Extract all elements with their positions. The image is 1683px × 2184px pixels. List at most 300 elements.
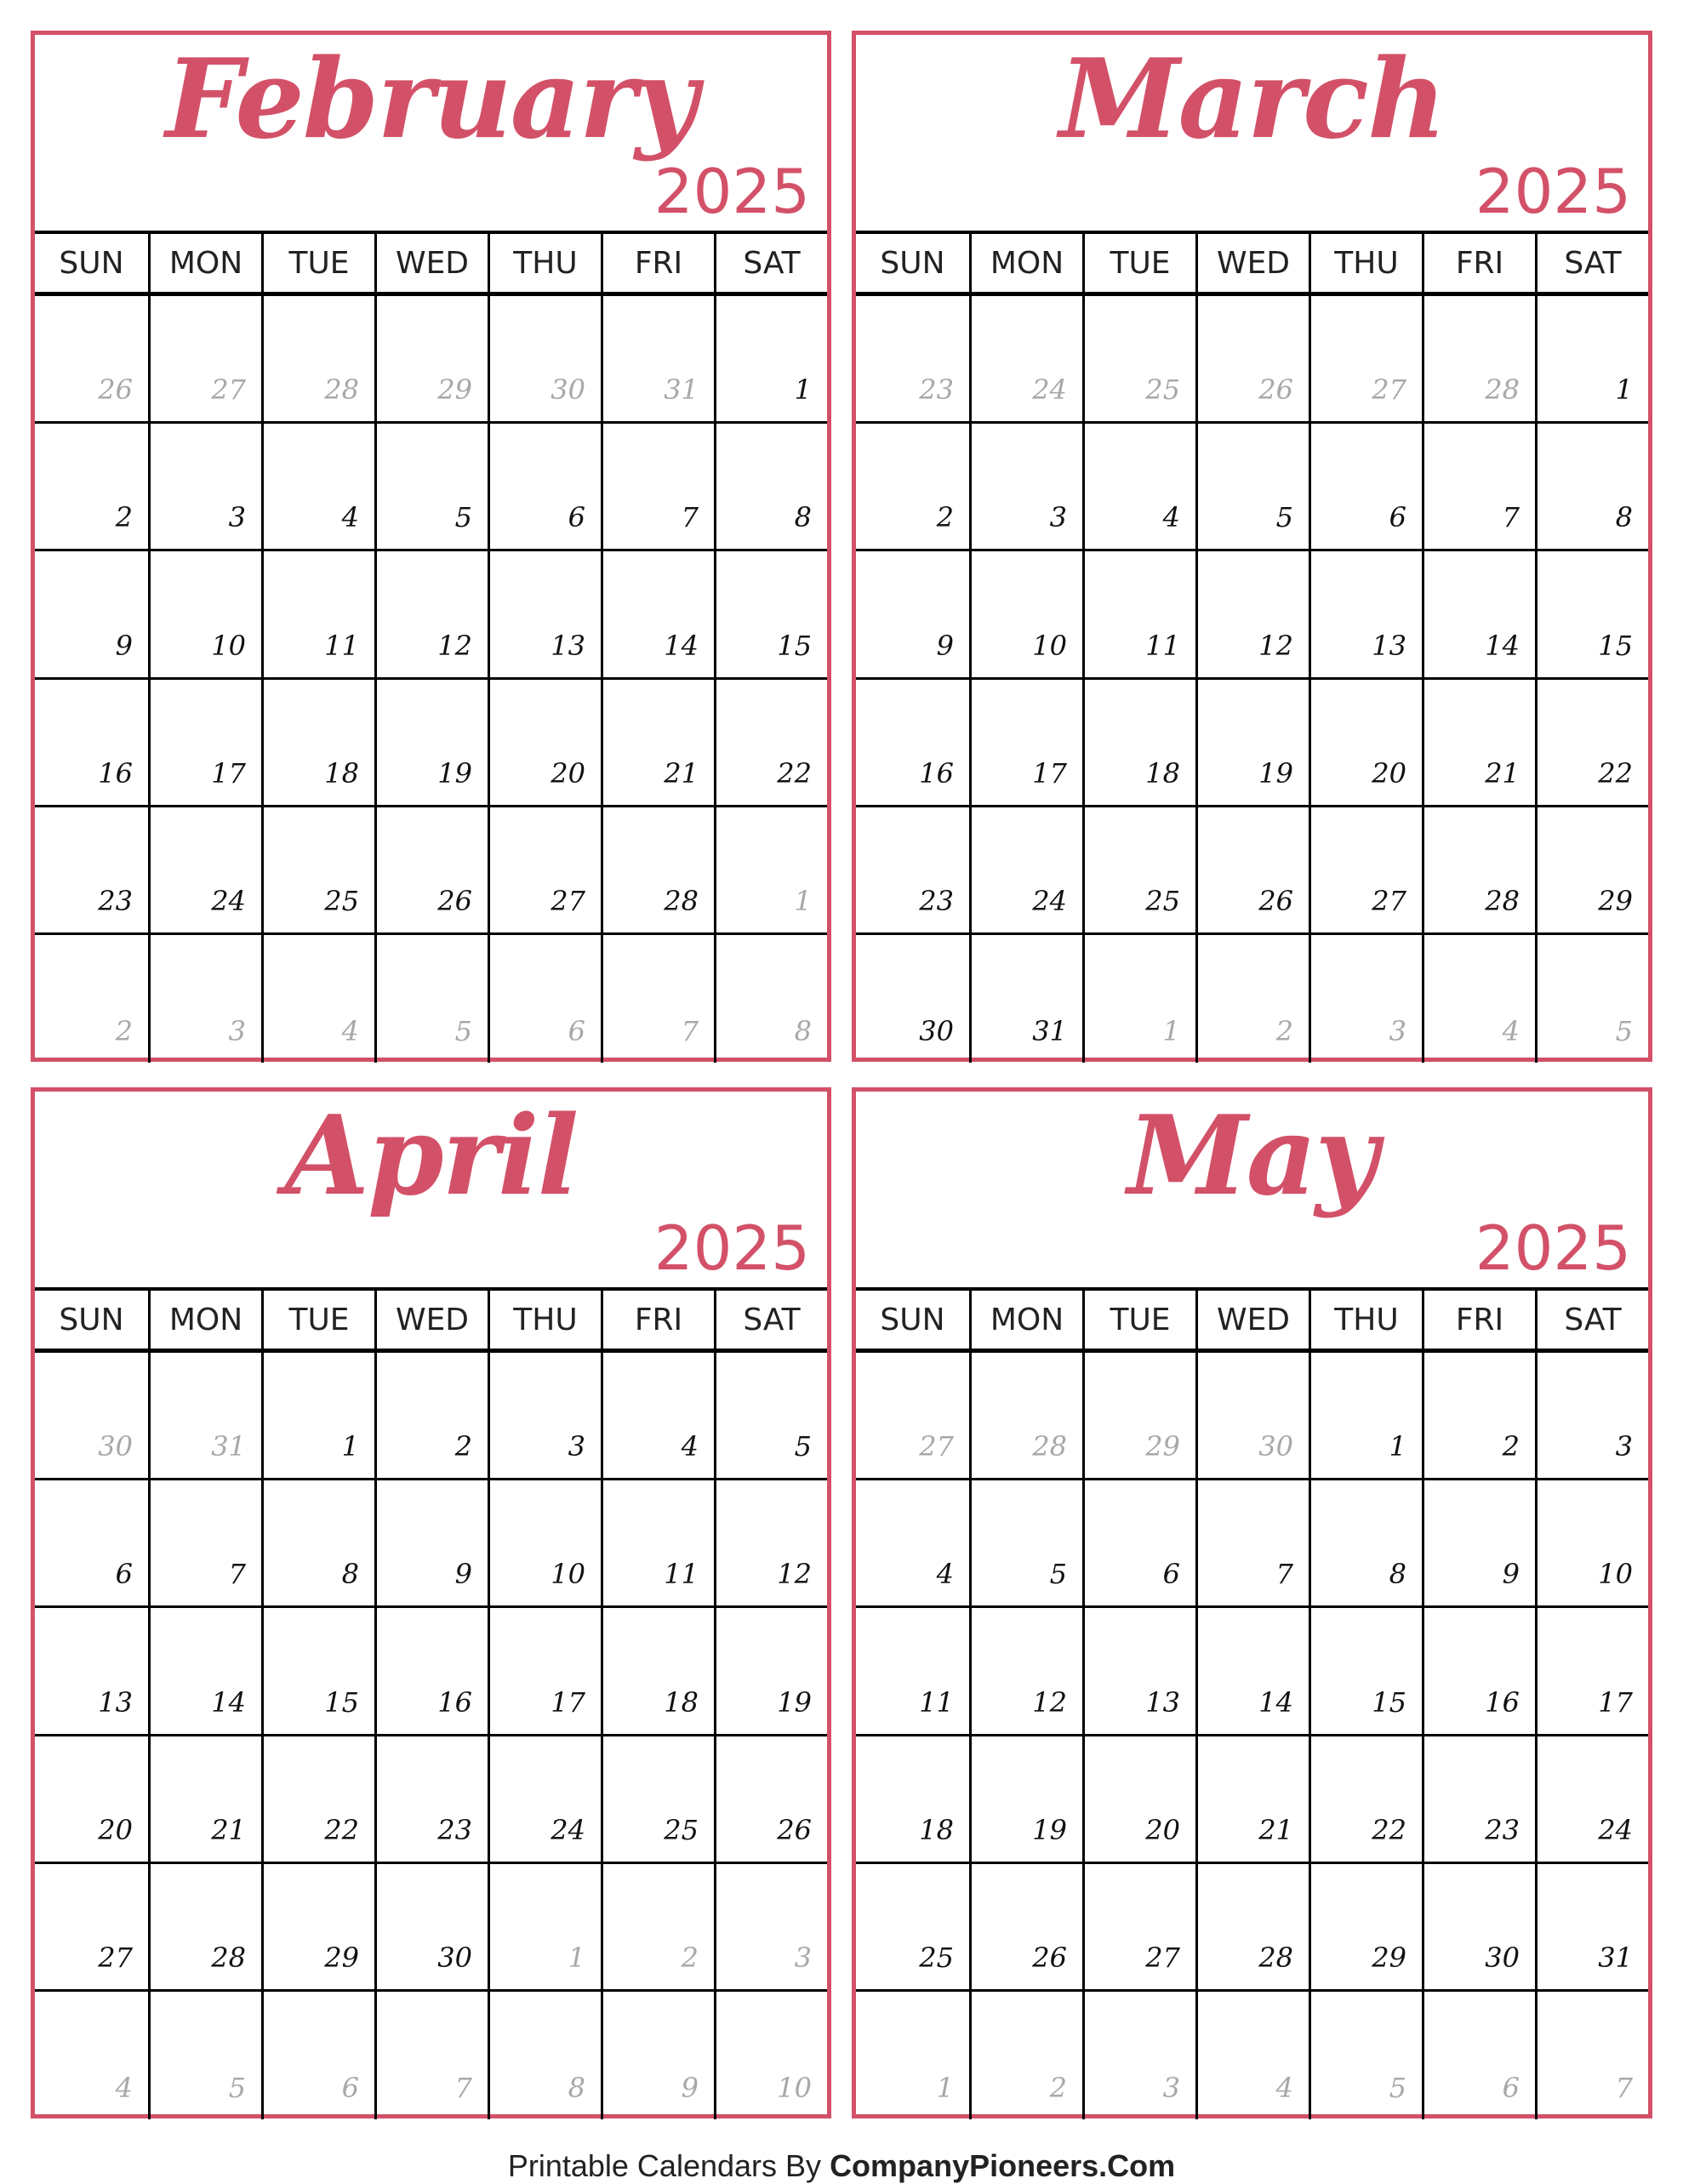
day-cell xyxy=(601,296,714,424)
day-number: 28 xyxy=(211,1941,246,1974)
day-cell xyxy=(714,1992,827,2119)
day-number: 7 xyxy=(228,1558,246,1591)
day-number: 9 xyxy=(115,629,133,662)
day-cell xyxy=(374,807,488,935)
day-cell xyxy=(1082,1353,1195,1480)
day-cell xyxy=(1422,1864,1535,1992)
day-number: 1 xyxy=(794,374,812,407)
day-number: 7 xyxy=(1275,1558,1293,1591)
day-number: 29 xyxy=(1372,1941,1406,1974)
adjacent-month-day-number: 6 xyxy=(341,2072,359,2104)
day-number: 19 xyxy=(1032,1813,1067,1846)
adjacent-month-day-number: 28 xyxy=(1032,1430,1067,1463)
day-cell xyxy=(1535,1992,1648,2119)
adjacent-month-day-number: 9 xyxy=(681,2072,699,2104)
day-cell xyxy=(1535,935,1648,1063)
adjacent-month-day-number: 28 xyxy=(324,374,359,407)
adjacent-month-day-number: 1 xyxy=(1162,1015,1180,1047)
day-cell xyxy=(261,424,374,551)
day-number: 24 xyxy=(551,1813,585,1846)
day-number: 25 xyxy=(919,1941,954,1974)
day-number: 22 xyxy=(1598,756,1633,790)
day-number: 13 xyxy=(1372,629,1406,662)
day-cell xyxy=(714,424,827,551)
day-number: 2 xyxy=(454,1430,472,1463)
weekday-label: WED xyxy=(374,234,488,292)
weekday-header-row xyxy=(35,234,827,296)
weekday-label: SUN xyxy=(59,245,124,281)
day-number: 18 xyxy=(1145,756,1180,790)
day-number: 30 xyxy=(437,1941,472,1974)
day-cell xyxy=(1535,680,1648,807)
day-number: 11 xyxy=(1145,629,1180,662)
day-cell xyxy=(488,1353,601,1480)
day-number: 23 xyxy=(437,1813,472,1846)
day-cell xyxy=(1082,1480,1195,1608)
footer-credit xyxy=(0,2148,1683,2184)
adjacent-month-day-number: 1 xyxy=(568,1941,585,1974)
calendar-header xyxy=(856,35,1648,234)
day-cell xyxy=(488,1992,601,2119)
day-cell xyxy=(856,1608,969,1736)
day-number: 4 xyxy=(1162,501,1180,534)
day-cell xyxy=(488,551,601,679)
day-number: 8 xyxy=(341,1558,359,1591)
day-number: 1 xyxy=(1389,1430,1406,1463)
day-cell xyxy=(1195,1480,1309,1608)
day-cell xyxy=(1535,1480,1648,1608)
day-cell xyxy=(35,680,148,807)
day-cell xyxy=(856,551,969,679)
day-cell xyxy=(374,1353,488,1480)
day-cell xyxy=(856,296,969,424)
adjacent-month-day-number: 30 xyxy=(1258,1430,1293,1463)
day-cell xyxy=(1082,935,1195,1063)
day-number: 16 xyxy=(919,756,954,790)
day-cell xyxy=(1195,1608,1309,1736)
weekday-label: TUE xyxy=(1082,1291,1195,1349)
weekday-header-row xyxy=(35,1291,827,1353)
day-number: 12 xyxy=(1032,1685,1067,1719)
day-cell xyxy=(261,1992,374,2119)
day-cell xyxy=(969,1992,1082,2119)
day-cell xyxy=(1422,1736,1535,1864)
day-number: 10 xyxy=(1598,1558,1633,1591)
day-cell xyxy=(1422,551,1535,679)
day-number: 5 xyxy=(1275,501,1293,534)
day-cell xyxy=(1309,680,1422,807)
day-cell xyxy=(35,935,148,1063)
adjacent-month-day-number: 2 xyxy=(681,1941,699,1974)
calendar-header xyxy=(856,1092,1648,1291)
day-number: 20 xyxy=(1145,1813,1180,1846)
day-cell xyxy=(374,424,488,551)
weekday-label: WED xyxy=(1195,1291,1309,1349)
day-number: 2 xyxy=(115,501,133,534)
day-number: 6 xyxy=(1162,1558,1180,1591)
day-number: 20 xyxy=(98,1813,133,1846)
adjacent-month-day-number: 5 xyxy=(228,2072,246,2104)
adjacent-month-day-number: 7 xyxy=(454,2072,472,2104)
day-number: 17 xyxy=(1598,1685,1633,1719)
day-cell xyxy=(148,1992,261,2119)
footer-prefix: Printable Calendars By xyxy=(507,2148,822,2183)
day-cell xyxy=(148,1864,261,1992)
day-cell xyxy=(1082,296,1195,424)
adjacent-month-day-number: 26 xyxy=(98,374,133,407)
day-number: 27 xyxy=(98,1941,133,1974)
day-cell xyxy=(969,296,1082,424)
day-number: 19 xyxy=(777,1685,812,1719)
day-number: 6 xyxy=(115,1558,133,1591)
adjacent-month-day-number: 30 xyxy=(551,374,585,407)
day-cell xyxy=(1422,680,1535,807)
adjacent-month-day-number: 2 xyxy=(115,1015,133,1047)
day-cell xyxy=(969,1608,1082,1736)
day-cell xyxy=(1195,1736,1309,1864)
day-cell xyxy=(714,680,827,807)
day-number: 4 xyxy=(681,1430,699,1463)
adjacent-month-day-number: 3 xyxy=(794,1941,812,1974)
day-cell xyxy=(714,935,827,1063)
adjacent-month-day-number: 23 xyxy=(919,374,954,407)
day-cell xyxy=(148,296,261,424)
day-cell xyxy=(601,1736,714,1864)
day-number: 27 xyxy=(1145,1941,1180,1974)
day-cell xyxy=(1309,1736,1422,1864)
day-cell xyxy=(969,424,1082,551)
day-cell xyxy=(1422,807,1535,935)
day-number: 15 xyxy=(324,1685,359,1719)
day-cell xyxy=(35,807,148,935)
adjacent-month-day-number: 31 xyxy=(664,374,699,407)
day-number: 8 xyxy=(1615,501,1633,534)
weekday-label: FRI xyxy=(1422,1291,1535,1349)
day-cell xyxy=(714,1736,827,1864)
day-cell xyxy=(1309,1480,1422,1608)
day-cell xyxy=(374,1864,488,1992)
day-number: 17 xyxy=(211,756,246,790)
day-number: 12 xyxy=(777,1558,812,1591)
day-cell xyxy=(1195,424,1309,551)
weekday-header-row xyxy=(856,1291,1648,1353)
day-cell xyxy=(374,935,488,1063)
day-number: 20 xyxy=(1372,756,1406,790)
day-cell xyxy=(969,1480,1082,1608)
day-number: 26 xyxy=(1258,884,1293,917)
day-number: 30 xyxy=(1485,1941,1520,1974)
day-cell xyxy=(969,935,1082,1063)
weekday-label: MON xyxy=(969,234,1082,292)
day-cell xyxy=(1082,551,1195,679)
day-cell xyxy=(969,1864,1082,1992)
weekday-label: SAT xyxy=(1535,234,1648,292)
day-cell xyxy=(856,1480,969,1608)
day-cell xyxy=(601,1864,714,1992)
weekday-label: SUN xyxy=(59,1302,124,1337)
day-cell xyxy=(856,424,969,551)
year-label: 2025 xyxy=(1475,156,1631,227)
day-number: 22 xyxy=(777,756,812,790)
day-number: 13 xyxy=(551,629,585,662)
day-number: 15 xyxy=(777,629,812,662)
day-cell xyxy=(261,551,374,679)
day-number: 7 xyxy=(1502,501,1520,534)
day-cell xyxy=(1422,935,1535,1063)
day-cell xyxy=(856,1353,969,1480)
weekday-label: FRI xyxy=(601,1291,714,1349)
day-number: 21 xyxy=(664,756,699,790)
day-cell xyxy=(714,1353,827,1480)
day-number: 6 xyxy=(568,501,585,534)
day-cell xyxy=(714,296,827,424)
day-number: 5 xyxy=(454,501,472,534)
day-number: 8 xyxy=(1389,1558,1406,1591)
day-cell xyxy=(488,680,601,807)
month-title: March xyxy=(1058,36,1446,163)
day-number: 28 xyxy=(1485,884,1520,917)
day-number: 1 xyxy=(341,1430,359,1463)
day-cell xyxy=(261,807,374,935)
day-cell xyxy=(601,1353,714,1480)
day-cell xyxy=(856,1736,969,1864)
day-number: 19 xyxy=(1258,756,1293,790)
day-number: 28 xyxy=(1258,1941,1293,1974)
day-number: 14 xyxy=(1258,1685,1293,1719)
day-number: 3 xyxy=(228,501,246,534)
day-cell xyxy=(1535,424,1648,551)
day-number: 4 xyxy=(936,1558,954,1591)
day-number: 18 xyxy=(919,1813,954,1846)
day-grid xyxy=(35,296,827,1063)
day-cell xyxy=(374,1736,488,1864)
adjacent-month-day-number: 1 xyxy=(794,884,812,917)
day-number: 23 xyxy=(919,884,954,917)
day-grid xyxy=(856,296,1648,1063)
day-number: 21 xyxy=(211,1813,246,1846)
day-number: 29 xyxy=(324,1941,359,1974)
day-cell xyxy=(1535,807,1648,935)
day-cell xyxy=(714,1608,827,1736)
day-cell xyxy=(1535,296,1648,424)
day-cell xyxy=(488,935,601,1063)
day-cell xyxy=(148,680,261,807)
weekday-label: MON xyxy=(148,1291,261,1349)
adjacent-month-day-number: 2 xyxy=(1049,2072,1067,2104)
day-number: 31 xyxy=(1598,1941,1633,1974)
day-number: 3 xyxy=(568,1430,585,1463)
day-number: 17 xyxy=(1032,756,1067,790)
day-number: 23 xyxy=(98,884,133,917)
day-cell xyxy=(1309,1992,1422,2119)
day-cell xyxy=(969,551,1082,679)
weekday-label: THU xyxy=(1309,234,1422,292)
day-cell xyxy=(148,1353,261,1480)
day-cell xyxy=(601,807,714,935)
day-cell xyxy=(1082,1992,1195,2119)
adjacent-month-day-number: 3 xyxy=(228,1015,246,1047)
day-number: 25 xyxy=(1145,884,1180,917)
weekday-label: THU xyxy=(1309,1291,1422,1349)
day-cell xyxy=(35,1353,148,1480)
day-number: 26 xyxy=(777,1813,812,1846)
day-number: 21 xyxy=(1485,756,1520,790)
adjacent-month-day-number: 1 xyxy=(936,2072,954,2104)
weekday-label: FRI xyxy=(601,234,714,292)
day-grid xyxy=(35,1353,827,2119)
day-number: 30 xyxy=(919,1015,954,1047)
weekday-label: SUN xyxy=(880,245,945,281)
day-cell xyxy=(261,680,374,807)
day-number: 12 xyxy=(1258,629,1293,662)
day-number: 13 xyxy=(1145,1685,1180,1719)
day-cell xyxy=(856,807,969,935)
day-cell xyxy=(1309,296,1422,424)
day-cell xyxy=(488,296,601,424)
day-number: 14 xyxy=(664,629,699,662)
day-cell xyxy=(1309,807,1422,935)
weekday-label: SAT xyxy=(1535,1291,1648,1349)
day-cell xyxy=(714,551,827,679)
day-number: 31 xyxy=(1032,1015,1067,1047)
day-number: 26 xyxy=(1032,1941,1067,1974)
day-cell xyxy=(1309,1864,1422,1992)
day-cell xyxy=(601,424,714,551)
adjacent-month-day-number: 7 xyxy=(1615,2072,1633,2104)
adjacent-month-day-number: 10 xyxy=(777,2072,812,2104)
day-number: 14 xyxy=(1485,629,1520,662)
day-cell xyxy=(1082,680,1195,807)
day-cell xyxy=(488,807,601,935)
day-cell xyxy=(35,424,148,551)
year-label: 2025 xyxy=(1475,1212,1631,1284)
day-number: 12 xyxy=(437,629,472,662)
day-cell xyxy=(856,1992,969,2119)
day-cell xyxy=(1535,1736,1648,1864)
day-cell xyxy=(1309,1608,1422,1736)
weekday-label: TUE xyxy=(1082,234,1195,292)
day-number: 11 xyxy=(919,1685,954,1719)
day-cell xyxy=(714,1864,827,1992)
day-number: 2 xyxy=(1502,1430,1520,1463)
day-cell xyxy=(1422,296,1535,424)
day-cell xyxy=(148,424,261,551)
adjacent-month-day-number: 5 xyxy=(1389,2072,1406,2104)
day-cell xyxy=(1082,807,1195,935)
adjacent-month-day-number: 3 xyxy=(1389,1015,1406,1047)
day-cell xyxy=(374,1992,488,2119)
day-number: 26 xyxy=(437,884,472,917)
day-cell xyxy=(714,807,827,935)
adjacent-month-day-number: 4 xyxy=(341,1015,359,1047)
adjacent-month-day-number: 6 xyxy=(1502,2072,1520,2104)
calendar-may xyxy=(852,1087,1652,2118)
day-cell xyxy=(374,551,488,679)
day-cell xyxy=(1082,424,1195,551)
adjacent-month-day-number: 30 xyxy=(98,1430,133,1463)
day-cell xyxy=(601,1480,714,1608)
day-cell xyxy=(601,680,714,807)
day-cell xyxy=(1422,1608,1535,1736)
day-cell xyxy=(35,1608,148,1736)
day-cell xyxy=(601,935,714,1063)
weekday-label: SUN xyxy=(880,1302,945,1337)
day-cell xyxy=(1309,935,1422,1063)
day-number: 8 xyxy=(794,501,812,534)
adjacent-month-day-number: 8 xyxy=(568,2072,585,2104)
weekday-label: THU xyxy=(488,1291,601,1349)
day-cell xyxy=(374,296,488,424)
day-number: 3 xyxy=(1049,501,1067,534)
day-cell xyxy=(488,1864,601,1992)
day-cell xyxy=(1195,807,1309,935)
day-grid xyxy=(856,1353,1648,2119)
weekday-label: THU xyxy=(488,234,601,292)
day-number: 25 xyxy=(664,1813,699,1846)
day-cell xyxy=(148,935,261,1063)
day-number: 18 xyxy=(324,756,359,790)
day-cell xyxy=(148,1608,261,1736)
adjacent-month-day-number: 3 xyxy=(1162,2072,1180,2104)
day-cell xyxy=(1082,1864,1195,1992)
day-cell xyxy=(1195,680,1309,807)
day-cell xyxy=(1195,551,1309,679)
day-number: 15 xyxy=(1598,629,1633,662)
day-number: 11 xyxy=(324,629,359,662)
day-cell xyxy=(1422,1992,1535,2119)
month-title: February xyxy=(165,36,697,163)
day-number: 7 xyxy=(681,501,699,534)
day-cell xyxy=(1082,1736,1195,1864)
day-number: 25 xyxy=(324,884,359,917)
day-cell xyxy=(1422,1353,1535,1480)
day-cell xyxy=(856,680,969,807)
day-number: 24 xyxy=(211,884,246,917)
day-cell xyxy=(1422,424,1535,551)
day-number: 10 xyxy=(551,1558,585,1591)
weekday-label: WED xyxy=(1195,234,1309,292)
day-cell xyxy=(261,1736,374,1864)
adjacent-month-day-number: 27 xyxy=(1372,374,1406,407)
day-cell xyxy=(969,1736,1082,1864)
adjacent-month-day-number: 5 xyxy=(454,1015,472,1047)
day-cell xyxy=(261,1353,374,1480)
day-cell xyxy=(35,1736,148,1864)
day-number: 9 xyxy=(936,629,954,662)
calendar-april xyxy=(31,1087,831,2118)
day-number: 27 xyxy=(1372,884,1406,917)
day-number: 24 xyxy=(1598,1813,1633,1846)
day-cell xyxy=(856,935,969,1063)
day-cell xyxy=(969,1353,1082,1480)
footer-brand: CompanyPioneers.Com xyxy=(830,2148,1176,2183)
weekday-label: FRI xyxy=(1422,234,1535,292)
calendar-header xyxy=(35,35,827,234)
adjacent-month-day-number: 26 xyxy=(1258,374,1293,407)
day-cell xyxy=(714,1480,827,1608)
day-cell xyxy=(601,551,714,679)
adjacent-month-day-number: 8 xyxy=(794,1015,812,1047)
day-number: 16 xyxy=(98,756,133,790)
day-cell xyxy=(1082,1608,1195,1736)
day-cell xyxy=(374,1480,488,1608)
day-cell xyxy=(1535,551,1648,679)
day-cell xyxy=(1195,296,1309,424)
weekday-label: TUE xyxy=(261,1291,374,1349)
day-cell xyxy=(969,807,1082,935)
day-cell xyxy=(488,1736,601,1864)
day-cell xyxy=(261,1480,374,1608)
